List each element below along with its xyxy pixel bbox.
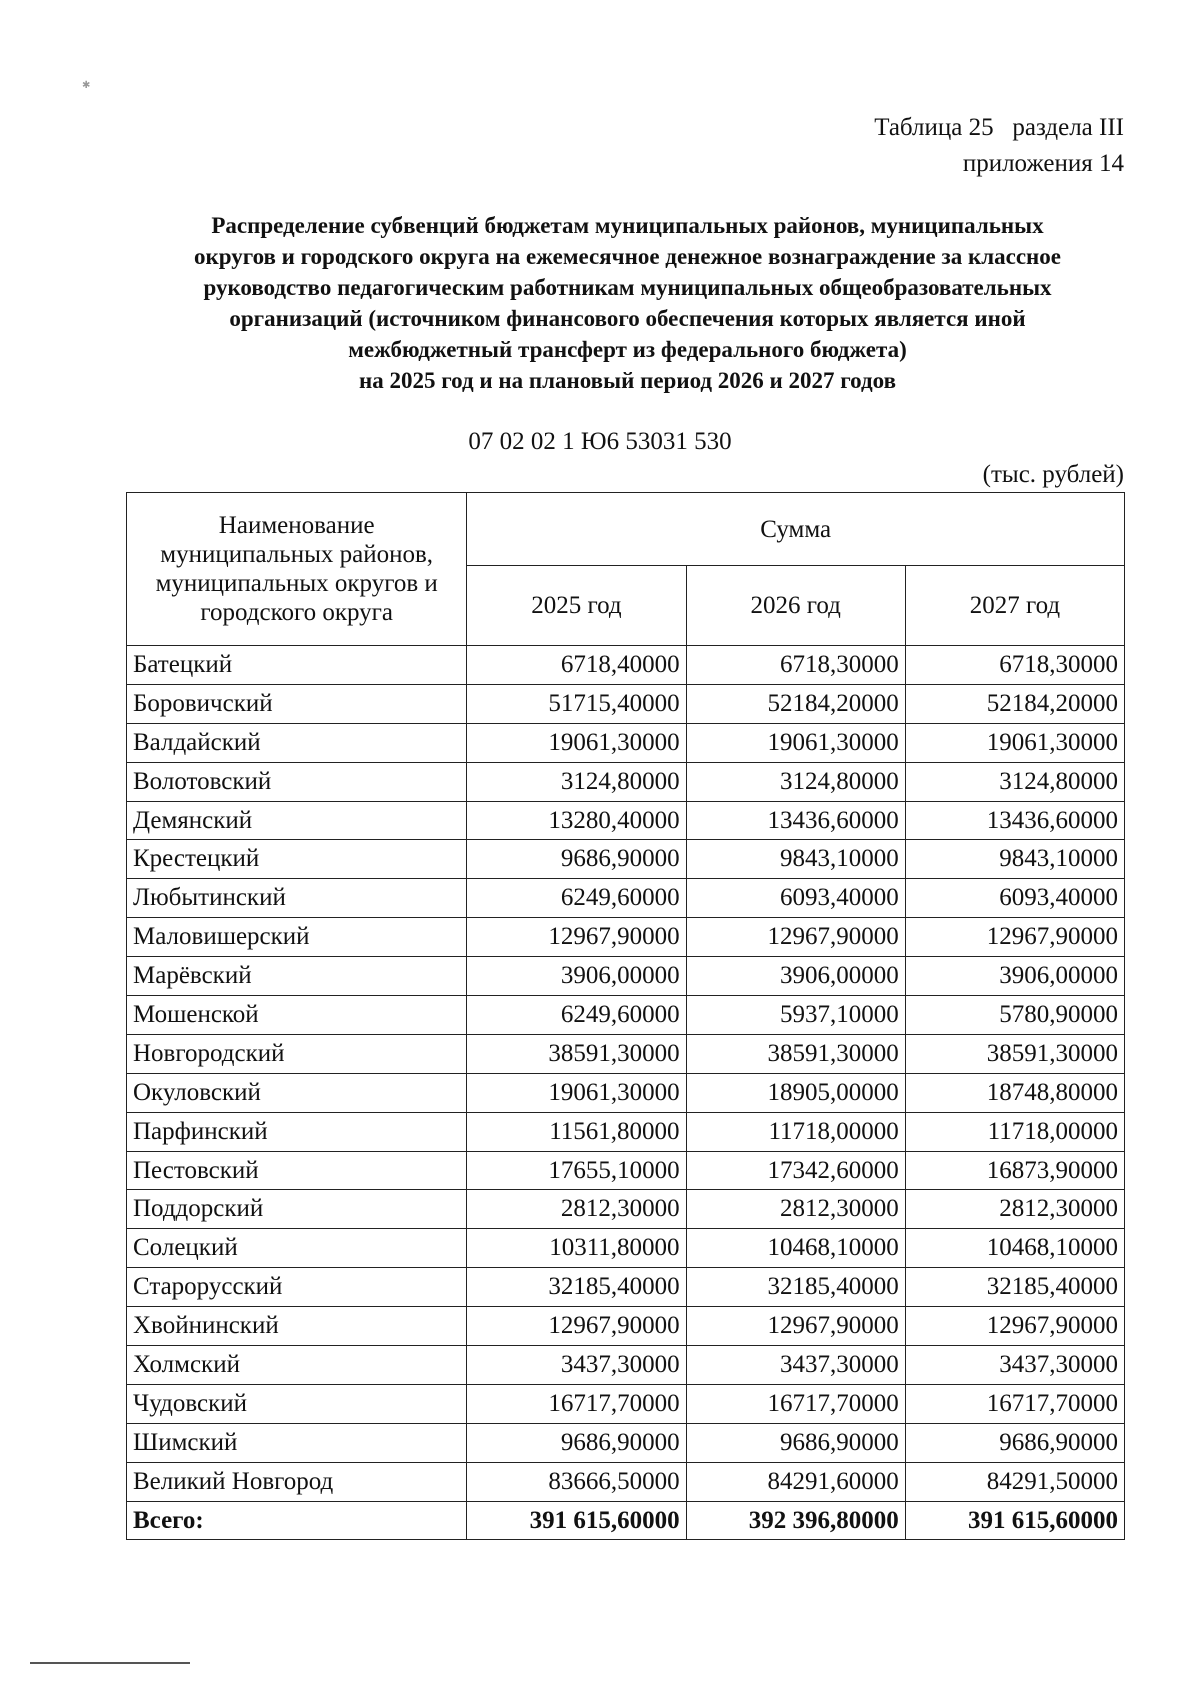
amount-cell: 10468,10000 [686, 1229, 905, 1268]
amount-cell: 38591,30000 [467, 1034, 686, 1073]
column-header-sum: Сумма [467, 493, 1125, 566]
amount-cell: 3437,30000 [905, 1346, 1124, 1385]
district-name-cell: Шимский [127, 1423, 467, 1462]
table-row [127, 684, 1125, 723]
amount-cell: 16717,70000 [686, 1384, 905, 1423]
table-row [127, 1112, 1125, 1151]
amount-cell: 38591,30000 [905, 1034, 1124, 1073]
amount-cell: 11561,80000 [467, 1112, 686, 1151]
table-row [127, 996, 1125, 1035]
amount-cell: 16717,70000 [467, 1384, 686, 1423]
amount-cell: 6718,40000 [467, 646, 686, 685]
title-line: Распределение субвенций бюджетам муниципальных районов, муниципальных [211, 213, 1044, 238]
units-label: (тыс. рублей) [982, 461, 1124, 488]
district-name-cell: Крестецкий [127, 840, 467, 879]
amount-cell: 18905,00000 [686, 1073, 905, 1112]
amount-cell: 3906,00000 [905, 957, 1124, 996]
table-row [127, 879, 1125, 918]
table-row [127, 1229, 1125, 1268]
district-name-cell: Валдайский [127, 723, 467, 762]
amount-cell: 17342,60000 [686, 1151, 905, 1190]
amount-cell: 12967,90000 [467, 918, 686, 957]
amount-cell: 12967,90000 [467, 1307, 686, 1346]
amount-cell: 13436,60000 [686, 801, 905, 840]
table-row [127, 646, 1125, 685]
district-name-cell: Марёвский [127, 957, 467, 996]
district-name-cell: Мошенской [127, 996, 467, 1035]
amount-cell: 9686,90000 [467, 1423, 686, 1462]
amount-cell: 9686,90000 [905, 1423, 1124, 1462]
amount-cell: 9843,10000 [905, 840, 1124, 879]
district-name-cell: Батецкий [127, 646, 467, 685]
title-line: межбюджетный трансферт из федерального бюджета) [348, 337, 907, 362]
district-name-cell: Старорусский [127, 1268, 467, 1307]
district-name-cell: Маловишерский [127, 918, 467, 957]
amount-cell: 13436,60000 [905, 801, 1124, 840]
amount-cell: 3437,30000 [467, 1346, 686, 1385]
amount-cell: 5780,90000 [905, 996, 1124, 1035]
amount-cell: 6249,60000 [467, 879, 686, 918]
amount-cell: 10468,10000 [905, 1229, 1124, 1268]
table-row [127, 840, 1125, 879]
document-title [120, 210, 1135, 396]
amount-cell: 84291,60000 [686, 1462, 905, 1501]
amount-cell: 19061,30000 [467, 723, 686, 762]
amount-cell: 32185,40000 [686, 1268, 905, 1307]
column-header-name: Наименование муниципальных районов, муниципальных округов и городского округа [127, 493, 467, 646]
column-header-2026: 2026 год [686, 566, 905, 646]
amount-cell: 12967,90000 [686, 918, 905, 957]
district-name-cell: Боровичский [127, 684, 467, 723]
table-row [127, 1384, 1125, 1423]
scan-mark: ✱ [82, 80, 91, 91]
amount-cell: 12967,90000 [905, 918, 1124, 957]
amount-cell: 3906,00000 [467, 957, 686, 996]
column-header-2025: 2025 год [467, 566, 686, 646]
amount-cell: 11718,00000 [686, 1112, 905, 1151]
amount-cell: 18748,80000 [905, 1073, 1124, 1112]
district-name-cell: Волотовский [127, 762, 467, 801]
district-name-cell: Холмский [127, 1346, 467, 1385]
amount-cell: 9686,90000 [686, 1423, 905, 1462]
total-amount-cell: 391 615,60000 [905, 1501, 1124, 1540]
table-row [127, 1268, 1125, 1307]
amount-cell: 10311,80000 [467, 1229, 686, 1268]
table-number: Таблица 25 раздела III [874, 114, 1124, 141]
amount-cell: 6718,30000 [686, 646, 905, 685]
subsidy-table [126, 492, 1125, 1540]
amount-cell: 6093,40000 [905, 879, 1124, 918]
table-row [127, 1151, 1125, 1190]
amount-cell: 3124,80000 [905, 762, 1124, 801]
amount-cell: 6718,30000 [905, 646, 1124, 685]
table-row [127, 1073, 1125, 1112]
amount-cell: 52184,20000 [905, 684, 1124, 723]
amount-cell: 38591,30000 [686, 1034, 905, 1073]
amount-cell: 3906,00000 [686, 957, 905, 996]
amount-cell: 13280,40000 [467, 801, 686, 840]
amount-cell: 12967,90000 [905, 1307, 1124, 1346]
district-name-cell: Парфинский [127, 1112, 467, 1151]
district-name-cell: Пестовский [127, 1151, 467, 1190]
amount-cell: 19061,30000 [686, 723, 905, 762]
table-body [127, 646, 1125, 1540]
total-amount-cell: 392 396,80000 [686, 1501, 905, 1540]
district-name-cell: Поддорский [127, 1190, 467, 1229]
amount-cell: 2812,30000 [467, 1190, 686, 1229]
amount-cell: 5937,10000 [686, 996, 905, 1035]
amount-cell: 2812,30000 [905, 1190, 1124, 1229]
budget-code: 07 02 02 1 Ю6 53031 530 [468, 428, 732, 455]
table-reference [874, 110, 1124, 182]
district-name-cell: Окуловский [127, 1073, 467, 1112]
amount-cell: 3124,80000 [467, 762, 686, 801]
amount-cell: 16717,70000 [905, 1384, 1124, 1423]
amount-cell: 6093,40000 [686, 879, 905, 918]
table-row [127, 957, 1125, 996]
amount-cell: 19061,30000 [467, 1073, 686, 1112]
amount-cell: 2812,30000 [686, 1190, 905, 1229]
district-name-cell: Любытинский [127, 879, 467, 918]
amount-cell: 6249,60000 [467, 996, 686, 1035]
table-row [127, 762, 1125, 801]
table-row [127, 1307, 1125, 1346]
total-row [127, 1501, 1125, 1540]
table-row [127, 1346, 1125, 1385]
district-name-cell: Великий Новгород [127, 1462, 467, 1501]
column-header-2027: 2027 год [905, 566, 1124, 646]
district-name-cell: Чудовский [127, 1384, 467, 1423]
title-line: округов и городского округа на ежемесячное денежное вознаграждение за классное [193, 244, 1062, 269]
appendix-number: приложения 14 [962, 150, 1124, 177]
table-row [127, 918, 1125, 957]
total-amount-cell: 391 615,60000 [467, 1501, 686, 1540]
amount-cell: 84291,50000 [905, 1462, 1124, 1501]
amount-cell: 32185,40000 [467, 1268, 686, 1307]
scan-artifact-line [30, 1662, 190, 1664]
amount-cell: 16873,90000 [905, 1151, 1124, 1190]
district-name-cell: Хвойнинский [127, 1307, 467, 1346]
amount-cell: 3124,80000 [686, 762, 905, 801]
district-name-cell: Новгородский [127, 1034, 467, 1073]
amount-cell: 52184,20000 [686, 684, 905, 723]
amount-cell: 17655,10000 [467, 1151, 686, 1190]
district-name-cell: Солецкий [127, 1229, 467, 1268]
amount-cell: 83666,50000 [467, 1462, 686, 1501]
table-row [127, 1190, 1125, 1229]
amount-cell: 9843,10000 [686, 840, 905, 879]
table-row [127, 723, 1125, 762]
amount-cell: 32185,40000 [905, 1268, 1124, 1307]
title-line: руководство педагогическим работникам муниципальных общеобразовательных [203, 275, 1052, 300]
table-row [127, 1462, 1125, 1501]
amount-cell: 9686,90000 [467, 840, 686, 879]
amount-cell: 12967,90000 [686, 1307, 905, 1346]
title-line: организаций (источником финансового обеспечения которых является иной [229, 306, 1026, 331]
total-label-cell: Всего: [127, 1501, 467, 1540]
table-row [127, 801, 1125, 840]
amount-cell: 3437,30000 [686, 1346, 905, 1385]
amount-cell: 11718,00000 [905, 1112, 1124, 1151]
district-name-cell: Демянский [127, 801, 467, 840]
table-row [127, 1423, 1125, 1462]
table-row [127, 1034, 1125, 1073]
amount-cell: 51715,40000 [467, 684, 686, 723]
amount-cell: 19061,30000 [905, 723, 1124, 762]
title-line: на 2025 год и на плановый период 2026 и 2027 годов [359, 368, 896, 393]
